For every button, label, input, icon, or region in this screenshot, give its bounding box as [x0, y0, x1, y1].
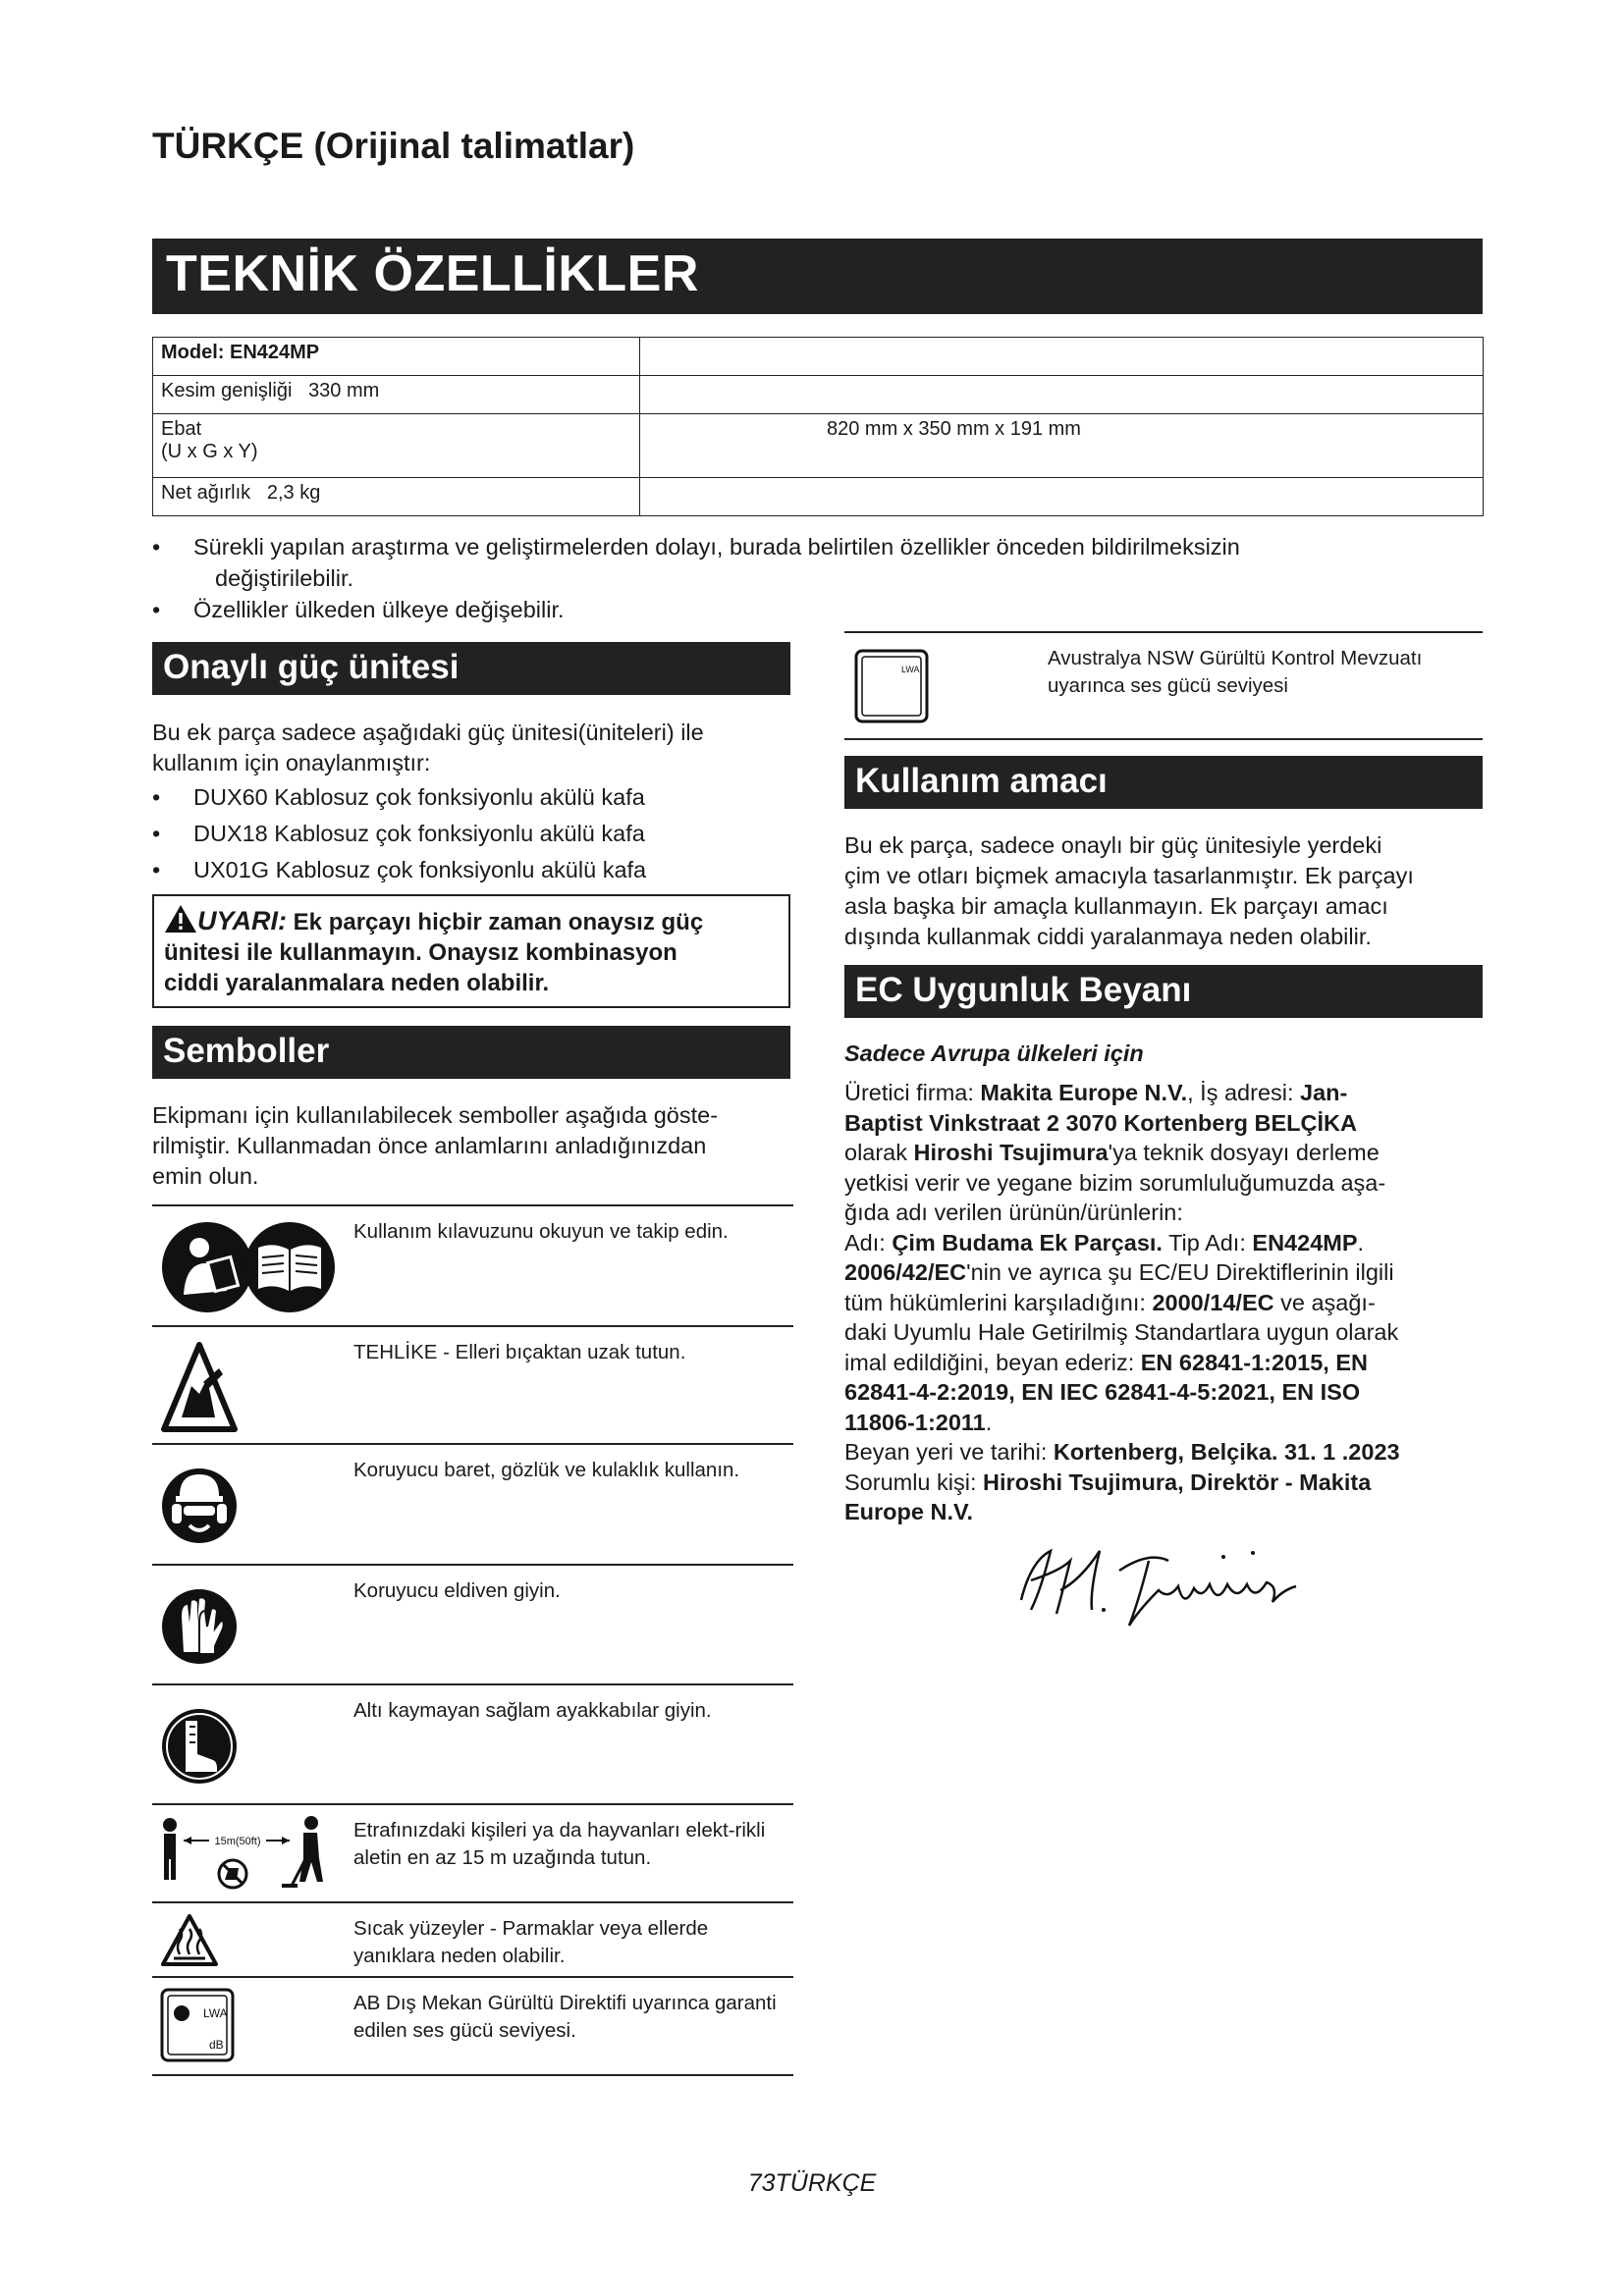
helmet-goggles-earmuffs-icon: [160, 1457, 239, 1560]
note-1: • Sürekli yapılan araştırma ve geliştirmelerden dolayı, burada belirtilen özellikler önceden bildirilmeksizin: [152, 531, 1488, 562]
manufacturer-address: Baptist Vinkstraat 2 3070 Kortenberg BELÇİKA: [844, 1109, 1357, 1136]
table-row: [153, 338, 1484, 376]
symbol-text: TEHLİKE - Elleri bıçaktan uzak tutun.: [353, 1341, 686, 1363]
symbol-row: [152, 1564, 793, 1683]
unit-label: dB: [209, 2038, 224, 2052]
symbol-row: [152, 1901, 793, 1976]
symbol-row: [152, 1803, 793, 1901]
model-label: Model: EN424MP: [153, 338, 640, 376]
cutting-width-label: Kesim genişliği: [161, 380, 293, 401]
symbol-row: [152, 1976, 793, 2076]
warning-keyword: UYARI:: [197, 906, 287, 935]
intro-line: Ekipmanı için kullanılabilecek semboller aşağıda göste-: [152, 1102, 719, 1128]
badge-label: LWA: [203, 2006, 228, 2020]
read-manual-icon: [160, 1218, 337, 1321]
eu-sound-power-icon: [160, 1988, 235, 2067]
symbol-text: Koruyucu baret, gözlük ve kulaklık kullanın.: [353, 1459, 740, 1481]
noise-au-text: [1048, 645, 1480, 700]
symbols-title: Semboller: [152, 1026, 790, 1079]
dimensions-label: Ebat: [161, 418, 202, 440]
ec-subtitle: Sadece Avrupa ülkeleri için: [844, 1041, 1144, 1066]
warning-text: ciddi yaralanmalara neden olabilir.: [164, 970, 550, 996]
ec-title: EC Uygunluk Beyanı: [844, 965, 1483, 1018]
specs-title: TEKNİK ÖZELLİKLER: [152, 239, 1483, 314]
hot-surface-icon: [160, 1913, 219, 1973]
intended-use-line: dışında kullanmak ciddi yaralanmaya neden olabilir.: [844, 924, 1372, 949]
dimensions-value: 820 mm x 350 mm x 191 mm: [640, 414, 1484, 478]
symbol-text: Koruyucu eldiven giyin.: [353, 1579, 561, 1602]
symbol-text: Etrafınızdaki kişileri ya da hayvanları elekt-rikli aletin en az 15 m uzağında tutun.: [353, 1819, 766, 1869]
warning-text: Ek parçayı hiçbir zaman onaysız güç: [293, 909, 704, 935]
cutting-width-value: 330 mm: [308, 380, 380, 401]
type-name: EN424MP: [1252, 1229, 1358, 1255]
specs-table: [152, 337, 1484, 516]
footer-language: TÜRKÇE: [775, 2169, 877, 2197]
manufacturer-name: Makita Europe N.V.: [980, 1080, 1188, 1105]
symbol-text: AB Dış Mekan Gürültü Direktifi uyarınca garanti edilen ses gücü seviyesi.: [353, 1992, 777, 2042]
hand-blade-danger-icon: [160, 1339, 239, 1442]
warning-box: [152, 894, 790, 1008]
list-item: • UX01G Kablosuz çok fonksiyonlu akülü kafa: [152, 852, 800, 888]
weight-value: 2,3 kg: [266, 482, 321, 504]
badge-label: LWA: [901, 665, 920, 674]
weight-label: Net ağırlık: [161, 482, 251, 504]
intro-line: kullanım için onaylanmıştır:: [152, 750, 431, 775]
symbol-row: [152, 1204, 793, 1325]
intended-use-title: Kullanım amacı: [844, 756, 1483, 809]
noise-au-line: Avustralya NSW Gürültü Kontrol Mevzuatı: [1048, 647, 1423, 669]
authorized-person: Hiroshi Tsujimura: [913, 1140, 1109, 1165]
power-unit-title: Onaylı güç ünitesi: [152, 642, 790, 695]
intro-line: rilmiştir. Kullanmadan önce anlamlarını anladığınızdan: [152, 1133, 707, 1158]
keep-distance-icon: [154, 1811, 341, 1904]
symbols-intro: [152, 1100, 800, 1192]
list-item: • DUX18 Kablosuz çok fonksiyonlu akülü kafa: [152, 816, 800, 852]
page-number: 73: [747, 2169, 776, 2197]
symbol-row: [152, 1443, 793, 1564]
table-row: [153, 478, 1484, 516]
symbols-table: [152, 1204, 793, 2076]
signature: [1001, 1531, 1326, 1644]
noise-au-box: [844, 631, 1483, 740]
intended-use-line: asla başka bir amaçla kullanmayın. Ek parçayı amacı: [844, 893, 1388, 919]
intended-use-line: çim ve otları biçmek amacıyla tasarlanmıştır. Ek parçayı: [844, 863, 1414, 888]
product-name: Çim Budama Ek Parçası.: [892, 1229, 1163, 1255]
page-footer: [0, 2169, 1624, 2198]
warning-triangle-icon: [164, 904, 197, 934]
au-sound-power-icon: [854, 649, 929, 728]
language-title: TÜRKÇE (Orijinal talimatlar): [152, 126, 635, 166]
symbol-text: Altı kaymayan sağlam ayakkabılar giyin.: [353, 1699, 712, 1722]
note-1-cont: değiştirilebilir.: [215, 565, 354, 591]
intended-use-text: [844, 830, 1502, 952]
power-unit-list: [152, 779, 800, 888]
warning-text: ünitesi ile kullanmayın. Onaysız kombinasyon: [164, 939, 677, 966]
boots-icon: [160, 1697, 239, 1800]
symbol-row: [152, 1683, 793, 1803]
responsible-person: Hiroshi Tsujimura, Direktör - Makita: [983, 1468, 1372, 1495]
dimensions-sub: (U x G x Y): [161, 441, 258, 462]
note-2: • Özellikler ülkeden ülkeye değişebilir.: [152, 594, 1488, 625]
place-date: Kortenberg, Belçika. 31. 1 .2023: [1053, 1439, 1400, 1465]
ec-declaration: Üretici firma: Makita Europe N.V., İş adresi: Jan- Baptist Vinkstraat 2 3070 Kortenberg BELÇİKA olarak Hiroshi Tsujimura'ya teknik dosyayı derleme yetkisi verir ve yegane bizim sorumluluğumuzda aşa- ğıda adı verilen ürünün/ürünlerin: Adı: Çim Budama Ek Parçası. Tip Adı: EN424MP. 2006/42/EC'nin ve ayrıca şu EC/EU Direktiflerinin ilgili tüm hükümlerini karşıladığını: 2000/14/EC ve aşağı- daki Uyumlu Hale Getirilmiş Standartlara uygun olarak imal edildiğini, beyan ederiz: EN 62841-1:2015, EN 62841-4-2:2019, EN IEC 62841-4-5:2021, EN ISO 11806-1:2011. Beyan yeri ve tarihi: Kortenberg, Belçika. 31. 1 .2023 Sorumlu kişi: Hiroshi Tsujimura, Direktör - Makita Europe N.V.: [844, 1080, 1400, 1524]
spec-notes: [152, 531, 1488, 625]
symbol-row: [152, 1325, 793, 1443]
symbol-text: Kullanım kılavuzunu okuyun ve takip edin.: [353, 1220, 729, 1243]
noise-au-line: uyarınca ses gücü seviyesi: [1048, 674, 1288, 697]
gloves-icon: [160, 1577, 239, 1681]
intro-line: emin olun.: [152, 1163, 259, 1189]
table-row: [153, 414, 1484, 478]
intended-use-line: Bu ek parça, sadece onaylı bir güç ünitesiyle yerdeki: [844, 832, 1382, 858]
intro-line: Bu ek parça sadece aşağıdaki güç ünitesi(üniteleri) ile: [152, 720, 704, 745]
power-unit-intro: [152, 718, 800, 778]
distance-label: 15m(50ft): [214, 1836, 261, 1847]
table-row: [153, 376, 1484, 414]
symbol-text: Sıcak yüzeyler - Parmaklar veya ellerde yanıklara neden olabilir.: [353, 1917, 709, 1967]
list-item: • DUX60 Kablosuz çok fonksiyonlu akülü kafa: [152, 779, 800, 816]
